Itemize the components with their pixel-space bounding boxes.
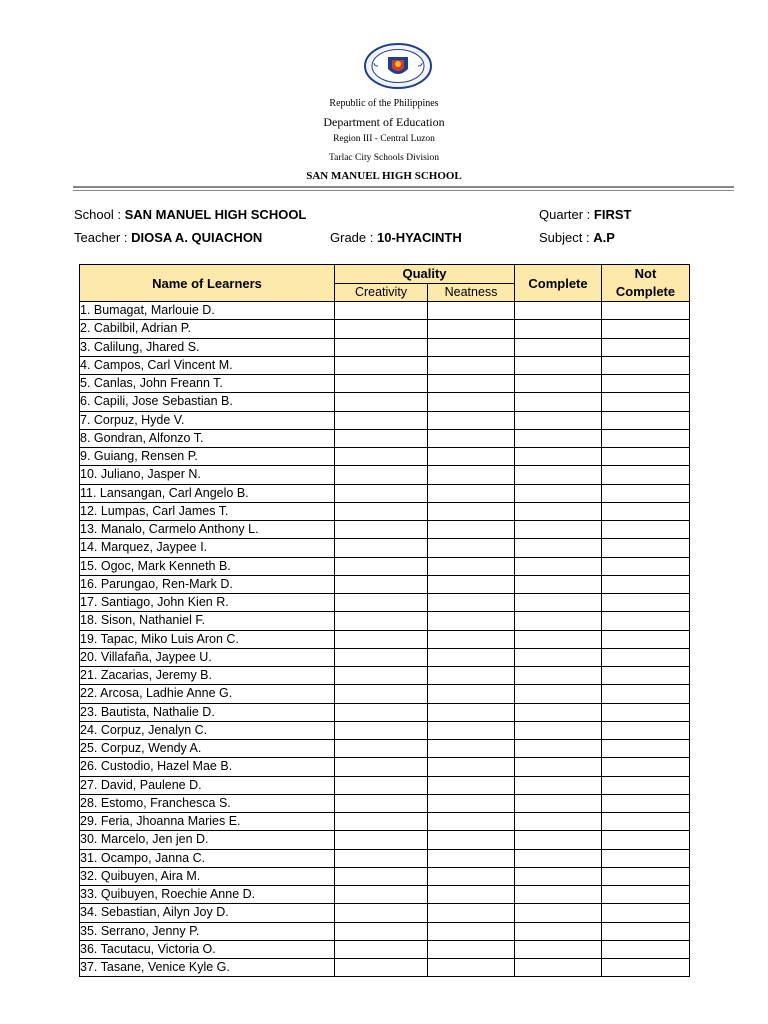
col-header-complete: Complete <box>515 265 602 302</box>
learner-name: 1. Bumagat, Marlouie D. <box>80 302 335 320</box>
creativity-cell[interactable] <box>335 375 428 393</box>
not-complete-cell[interactable] <box>602 831 690 849</box>
neatness-cell[interactable] <box>428 740 515 758</box>
neatness-cell[interactable] <box>428 612 515 630</box>
table-row <box>80 740 690 758</box>
table-row <box>80 575 690 593</box>
learner-name: 36. Tacutacu, Victoria O. <box>80 940 335 958</box>
learner-name: 25. Corpuz, Wendy A. <box>80 740 335 758</box>
creativity-cell[interactable] <box>335 667 428 685</box>
learner-name: 14. Marquez, Jaypee I. <box>80 539 335 557</box>
learner-name: 17. Santiago, John Kien R. <box>80 594 335 612</box>
neatness-cell[interactable] <box>428 813 515 831</box>
not-complete-cell[interactable] <box>602 922 690 940</box>
table-row <box>80 959 690 977</box>
neatness-cell[interactable] <box>428 703 515 721</box>
neatness-cell[interactable] <box>428 484 515 502</box>
learner-name: 15. Ogoc, Mark Kenneth B. <box>80 557 335 575</box>
grade-label: Grade : <box>330 230 374 245</box>
creativity-cell[interactable] <box>335 922 428 940</box>
table-row <box>80 411 690 429</box>
creativity-cell[interactable] <box>335 338 428 356</box>
complete-cell[interactable] <box>515 411 602 429</box>
school-title: SAN MANUEL HIGH SCHOOL <box>306 170 462 182</box>
creativity-cell[interactable] <box>335 685 428 703</box>
table-row <box>80 648 690 666</box>
creativity-cell[interactable] <box>335 813 428 831</box>
complete-cell[interactable] <box>515 320 602 338</box>
teacher-info <box>74 230 262 245</box>
neatness-cell[interactable] <box>428 411 515 429</box>
neatness-cell[interactable] <box>428 922 515 940</box>
complete-cell[interactable] <box>515 849 602 867</box>
neatness-cell[interactable] <box>428 557 515 575</box>
complete-cell[interactable] <box>515 466 602 484</box>
col-header-quality: Quality <box>335 265 515 284</box>
subject-label: Subject : <box>539 230 590 245</box>
learner-name: 33. Quibuyen, Roechie Anne D. <box>80 886 335 904</box>
header-divider-thin <box>73 190 734 191</box>
learner-name: 31. Ocampo, Janna C. <box>80 849 335 867</box>
creativity-cell[interactable] <box>335 867 428 885</box>
table-row <box>80 794 690 812</box>
subject-value: A.P <box>593 230 615 245</box>
learner-name: 22. Arcosa, Ladhie Anne G. <box>80 685 335 703</box>
neatness-cell[interactable] <box>428 867 515 885</box>
not-complete-cell[interactable] <box>602 411 690 429</box>
complete-cell[interactable] <box>515 302 602 320</box>
complete-cell[interactable] <box>515 667 602 685</box>
not-complete-cell[interactable] <box>602 375 690 393</box>
learner-name: 34. Sebastian, Ailyn Joy D. <box>80 904 335 922</box>
teacher-label: Teacher : <box>74 230 128 245</box>
neatness-cell[interactable] <box>428 648 515 666</box>
table-row <box>80 758 690 776</box>
table-row <box>80 594 690 612</box>
neatness-cell[interactable] <box>428 356 515 374</box>
not-complete-cell[interactable] <box>602 575 690 593</box>
not-complete-cell[interactable] <box>602 667 690 685</box>
table-row <box>80 557 690 575</box>
neatness-cell[interactable] <box>428 886 515 904</box>
not-complete-cell[interactable] <box>602 849 690 867</box>
not-complete-cell[interactable] <box>602 356 690 374</box>
complete-cell[interactable] <box>515 594 602 612</box>
creativity-cell[interactable] <box>335 630 428 648</box>
table-row <box>80 904 690 922</box>
neatness-cell[interactable] <box>428 776 515 794</box>
not-complete-cell[interactable] <box>602 886 690 904</box>
learner-name: 23. Bautista, Nathalie D. <box>80 703 335 721</box>
complete-cell[interactable] <box>515 959 602 977</box>
school-value: SAN MANUEL HIGH SCHOOL <box>124 207 307 222</box>
school-label: School : <box>74 207 121 222</box>
neatness-cell[interactable] <box>428 466 515 484</box>
col-header-not-complete <box>602 265 690 302</box>
creativity-cell[interactable] <box>335 886 428 904</box>
creativity-cell[interactable] <box>335 302 428 320</box>
complete-cell[interactable] <box>515 575 602 593</box>
grade-value: 10-HYACINTH <box>376 230 462 245</box>
learner-name: 4. Campos, Carl Vincent M. <box>80 356 335 374</box>
not-complete-line2: Complete <box>615 284 676 299</box>
table-row <box>80 776 690 794</box>
complete-cell[interactable] <box>515 393 602 411</box>
complete-cell[interactable] <box>515 612 602 630</box>
not-complete-cell[interactable] <box>602 867 690 885</box>
table-row <box>80 375 690 393</box>
creativity-cell[interactable] <box>335 740 428 758</box>
complete-cell[interactable] <box>515 794 602 812</box>
not-complete-cell[interactable] <box>602 612 690 630</box>
complete-cell[interactable] <box>515 338 602 356</box>
not-complete-cell[interactable] <box>602 940 690 958</box>
table-row <box>80 867 690 885</box>
neatness-cell[interactable] <box>428 429 515 447</box>
complete-cell[interactable] <box>515 521 602 539</box>
learner-name: 21. Zacarias, Jeremy B. <box>80 667 335 685</box>
not-complete-cell[interactable] <box>602 429 690 447</box>
table-row <box>80 886 690 904</box>
school-info <box>74 207 306 222</box>
creativity-cell[interactable] <box>335 575 428 593</box>
header-divider <box>73 186 734 188</box>
not-complete-cell[interactable] <box>602 813 690 831</box>
table-row <box>80 356 690 374</box>
learner-name: 11. Lansangan, Carl Angelo B. <box>80 484 335 502</box>
neatness-cell[interactable] <box>428 393 515 411</box>
creativity-cell[interactable] <box>335 758 428 776</box>
complete-cell[interactable] <box>515 940 602 958</box>
complete-cell[interactable] <box>515 502 602 520</box>
creativity-cell[interactable] <box>335 703 428 721</box>
complete-cell[interactable] <box>515 886 602 904</box>
col-header-creativity: Creativity <box>335 283 428 302</box>
neatness-cell[interactable] <box>428 521 515 539</box>
neatness-cell[interactable] <box>428 959 515 977</box>
creativity-cell[interactable] <box>335 648 428 666</box>
complete-cell[interactable] <box>515 429 602 447</box>
learner-name: 5. Canlas, John Freann T. <box>80 375 335 393</box>
department-line: Department of Education <box>323 115 445 129</box>
region-line: Region III - Central Luzon <box>333 134 435 144</box>
creativity-cell[interactable] <box>335 849 428 867</box>
learner-name: 18. Sison, Nathaniel F. <box>80 612 335 630</box>
teacher-value: DIOSA A. QUIACHON <box>131 230 263 245</box>
neatness-cell[interactable] <box>428 448 515 466</box>
neatness-cell[interactable] <box>428 539 515 557</box>
neatness-cell[interactable] <box>428 721 515 739</box>
learner-name: 10. Juliano, Jasper N. <box>80 466 335 484</box>
neatness-cell[interactable] <box>428 940 515 958</box>
learner-name: 29. Feria, Jhoanna Maries E. <box>80 813 335 831</box>
table-row <box>80 466 690 484</box>
republic-line: Republic of the Philippines <box>329 98 439 109</box>
learners-body <box>80 302 690 977</box>
neatness-cell[interactable] <box>428 575 515 593</box>
learner-name: 32. Quibuyen, Aira M. <box>80 867 335 885</box>
learner-name: 30. Marcelo, Jen jen D. <box>80 831 335 849</box>
col-header-neatness: Neatness <box>428 283 515 302</box>
complete-cell[interactable] <box>515 776 602 794</box>
creativity-cell[interactable] <box>335 940 428 958</box>
complete-cell[interactable] <box>515 758 602 776</box>
creativity-cell[interactable] <box>335 411 428 429</box>
quarter-value: FIRST <box>593 207 632 222</box>
table-row <box>80 667 690 685</box>
not-complete-cell[interactable] <box>602 740 690 758</box>
complete-cell[interactable] <box>515 922 602 940</box>
deped-seal-icon <box>364 43 432 89</box>
table-row <box>80 393 690 411</box>
neatness-cell[interactable] <box>428 375 515 393</box>
creativity-cell[interactable] <box>335 776 428 794</box>
not-complete-cell[interactable] <box>602 594 690 612</box>
neatness-cell[interactable] <box>428 685 515 703</box>
not-complete-cell[interactable] <box>602 630 690 648</box>
neatness-cell[interactable] <box>428 302 515 320</box>
neatness-cell[interactable] <box>428 594 515 612</box>
creativity-cell[interactable] <box>335 356 428 374</box>
not-complete-cell[interactable] <box>602 448 690 466</box>
learner-name: 37. Tasane, Venice Kyle G. <box>80 959 335 977</box>
table-row <box>80 849 690 867</box>
complete-cell[interactable] <box>515 685 602 703</box>
neatness-cell[interactable] <box>428 630 515 648</box>
quarter-label: Quarter : <box>539 207 591 222</box>
not-complete-cell[interactable] <box>602 758 690 776</box>
table-row <box>80 922 690 940</box>
creativity-cell[interactable] <box>335 466 428 484</box>
learner-name: 35. Serrano, Jenny P. <box>80 922 335 940</box>
not-complete-cell[interactable] <box>602 794 690 812</box>
quarter-info <box>539 207 631 222</box>
neatness-cell[interactable] <box>428 320 515 338</box>
table-row <box>80 448 690 466</box>
creativity-cell[interactable] <box>335 539 428 557</box>
complete-cell[interactable] <box>515 648 602 666</box>
not-complete-cell[interactable] <box>602 466 690 484</box>
creativity-cell[interactable] <box>335 904 428 922</box>
learner-name: 20. Villafaña, Jaypee U. <box>80 648 335 666</box>
table-row <box>80 721 690 739</box>
not-complete-cell[interactable] <box>602 721 690 739</box>
creativity-cell[interactable] <box>335 521 428 539</box>
creativity-cell[interactable] <box>335 320 428 338</box>
neatness-cell[interactable] <box>428 338 515 356</box>
table-row <box>80 703 690 721</box>
table-row <box>80 539 690 557</box>
table-row <box>80 320 690 338</box>
not-complete-cell[interactable] <box>602 484 690 502</box>
creativity-cell[interactable] <box>335 794 428 812</box>
not-complete-cell[interactable] <box>602 521 690 539</box>
not-complete-cell[interactable] <box>602 320 690 338</box>
complete-cell[interactable] <box>515 867 602 885</box>
creativity-cell[interactable] <box>335 612 428 630</box>
learner-name: 27. David, Paulene D. <box>80 776 335 794</box>
neatness-cell[interactable] <box>428 794 515 812</box>
not-complete-cell[interactable] <box>602 338 690 356</box>
creativity-cell[interactable] <box>335 959 428 977</box>
not-complete-cell[interactable] <box>602 685 690 703</box>
complete-cell[interactable] <box>515 904 602 922</box>
neatness-cell[interactable] <box>428 758 515 776</box>
not-complete-cell[interactable] <box>602 393 690 411</box>
not-complete-cell[interactable] <box>602 904 690 922</box>
not-complete-cell[interactable] <box>602 959 690 977</box>
not-complete-line1: Not <box>634 266 657 281</box>
learner-name: 12. Lumpas, Carl James T. <box>80 502 335 520</box>
complete-cell[interactable] <box>515 740 602 758</box>
table-row <box>80 521 690 539</box>
creativity-cell[interactable] <box>335 502 428 520</box>
learner-name: 16. Parungao, Ren-Mark D. <box>80 575 335 593</box>
neatness-cell[interactable] <box>428 904 515 922</box>
learner-name: 28. Estomo, Franchesca S. <box>80 794 335 812</box>
complete-cell[interactable] <box>515 375 602 393</box>
learner-name: 26. Custodio, Hazel Mae B. <box>80 758 335 776</box>
creativity-cell[interactable] <box>335 393 428 411</box>
col-header-name: Name of Learners <box>80 265 335 302</box>
table-row <box>80 502 690 520</box>
learner-name: 7. Corpuz, Hyde V. <box>80 411 335 429</box>
table-row <box>80 940 690 958</box>
complete-cell[interactable] <box>515 448 602 466</box>
learner-name: 19. Tapac, Miko Luis Aron C. <box>80 630 335 648</box>
creativity-cell[interactable] <box>335 721 428 739</box>
complete-cell[interactable] <box>515 813 602 831</box>
learners-table <box>79 264 690 977</box>
table-row <box>80 429 690 447</box>
creativity-cell[interactable] <box>335 429 428 447</box>
learner-name: 24. Corpuz, Jenalyn C. <box>80 721 335 739</box>
table-row <box>80 612 690 630</box>
creativity-cell[interactable] <box>335 557 428 575</box>
complete-cell[interactable] <box>515 630 602 648</box>
division-line: Tarlac City Schools Division <box>329 153 439 163</box>
not-complete-cell[interactable] <box>602 502 690 520</box>
complete-cell[interactable] <box>515 356 602 374</box>
not-complete-cell[interactable] <box>602 557 690 575</box>
complete-cell[interactable] <box>515 831 602 849</box>
creativity-cell[interactable] <box>335 831 428 849</box>
complete-cell[interactable] <box>515 703 602 721</box>
learner-name: 8. Gondran, Alfonzo T. <box>80 429 335 447</box>
learner-name: 2. Cabilbil, Adrian P. <box>80 320 335 338</box>
table-row <box>80 338 690 356</box>
learner-name: 3. Calilung, Jhared S. <box>80 338 335 356</box>
learner-name: 9. Guiang, Rensen P. <box>80 448 335 466</box>
not-complete-cell[interactable] <box>602 703 690 721</box>
table-row <box>80 302 690 320</box>
not-complete-cell[interactable] <box>602 776 690 794</box>
complete-cell[interactable] <box>515 484 602 502</box>
complete-cell[interactable] <box>515 557 602 575</box>
learner-name: 6. Capili, Jose Sebastian B. <box>80 393 335 411</box>
table-row <box>80 831 690 849</box>
creativity-cell[interactable] <box>335 594 428 612</box>
neatness-cell[interactable] <box>428 831 515 849</box>
table-row <box>80 685 690 703</box>
not-complete-cell[interactable] <box>602 648 690 666</box>
learner-name: 13. Manalo, Carmelo Anthony L. <box>80 521 335 539</box>
creativity-cell[interactable] <box>335 448 428 466</box>
neatness-cell[interactable] <box>428 849 515 867</box>
table-row <box>80 630 690 648</box>
neatness-cell[interactable] <box>428 667 515 685</box>
table-row <box>80 484 690 502</box>
table-row <box>80 813 690 831</box>
not-complete-cell[interactable] <box>602 302 690 320</box>
grade-info <box>330 230 462 245</box>
complete-cell[interactable] <box>515 539 602 557</box>
neatness-cell[interactable] <box>428 502 515 520</box>
complete-cell[interactable] <box>515 721 602 739</box>
subject-info <box>539 230 615 245</box>
creativity-cell[interactable] <box>335 484 428 502</box>
not-complete-cell[interactable] <box>602 539 690 557</box>
